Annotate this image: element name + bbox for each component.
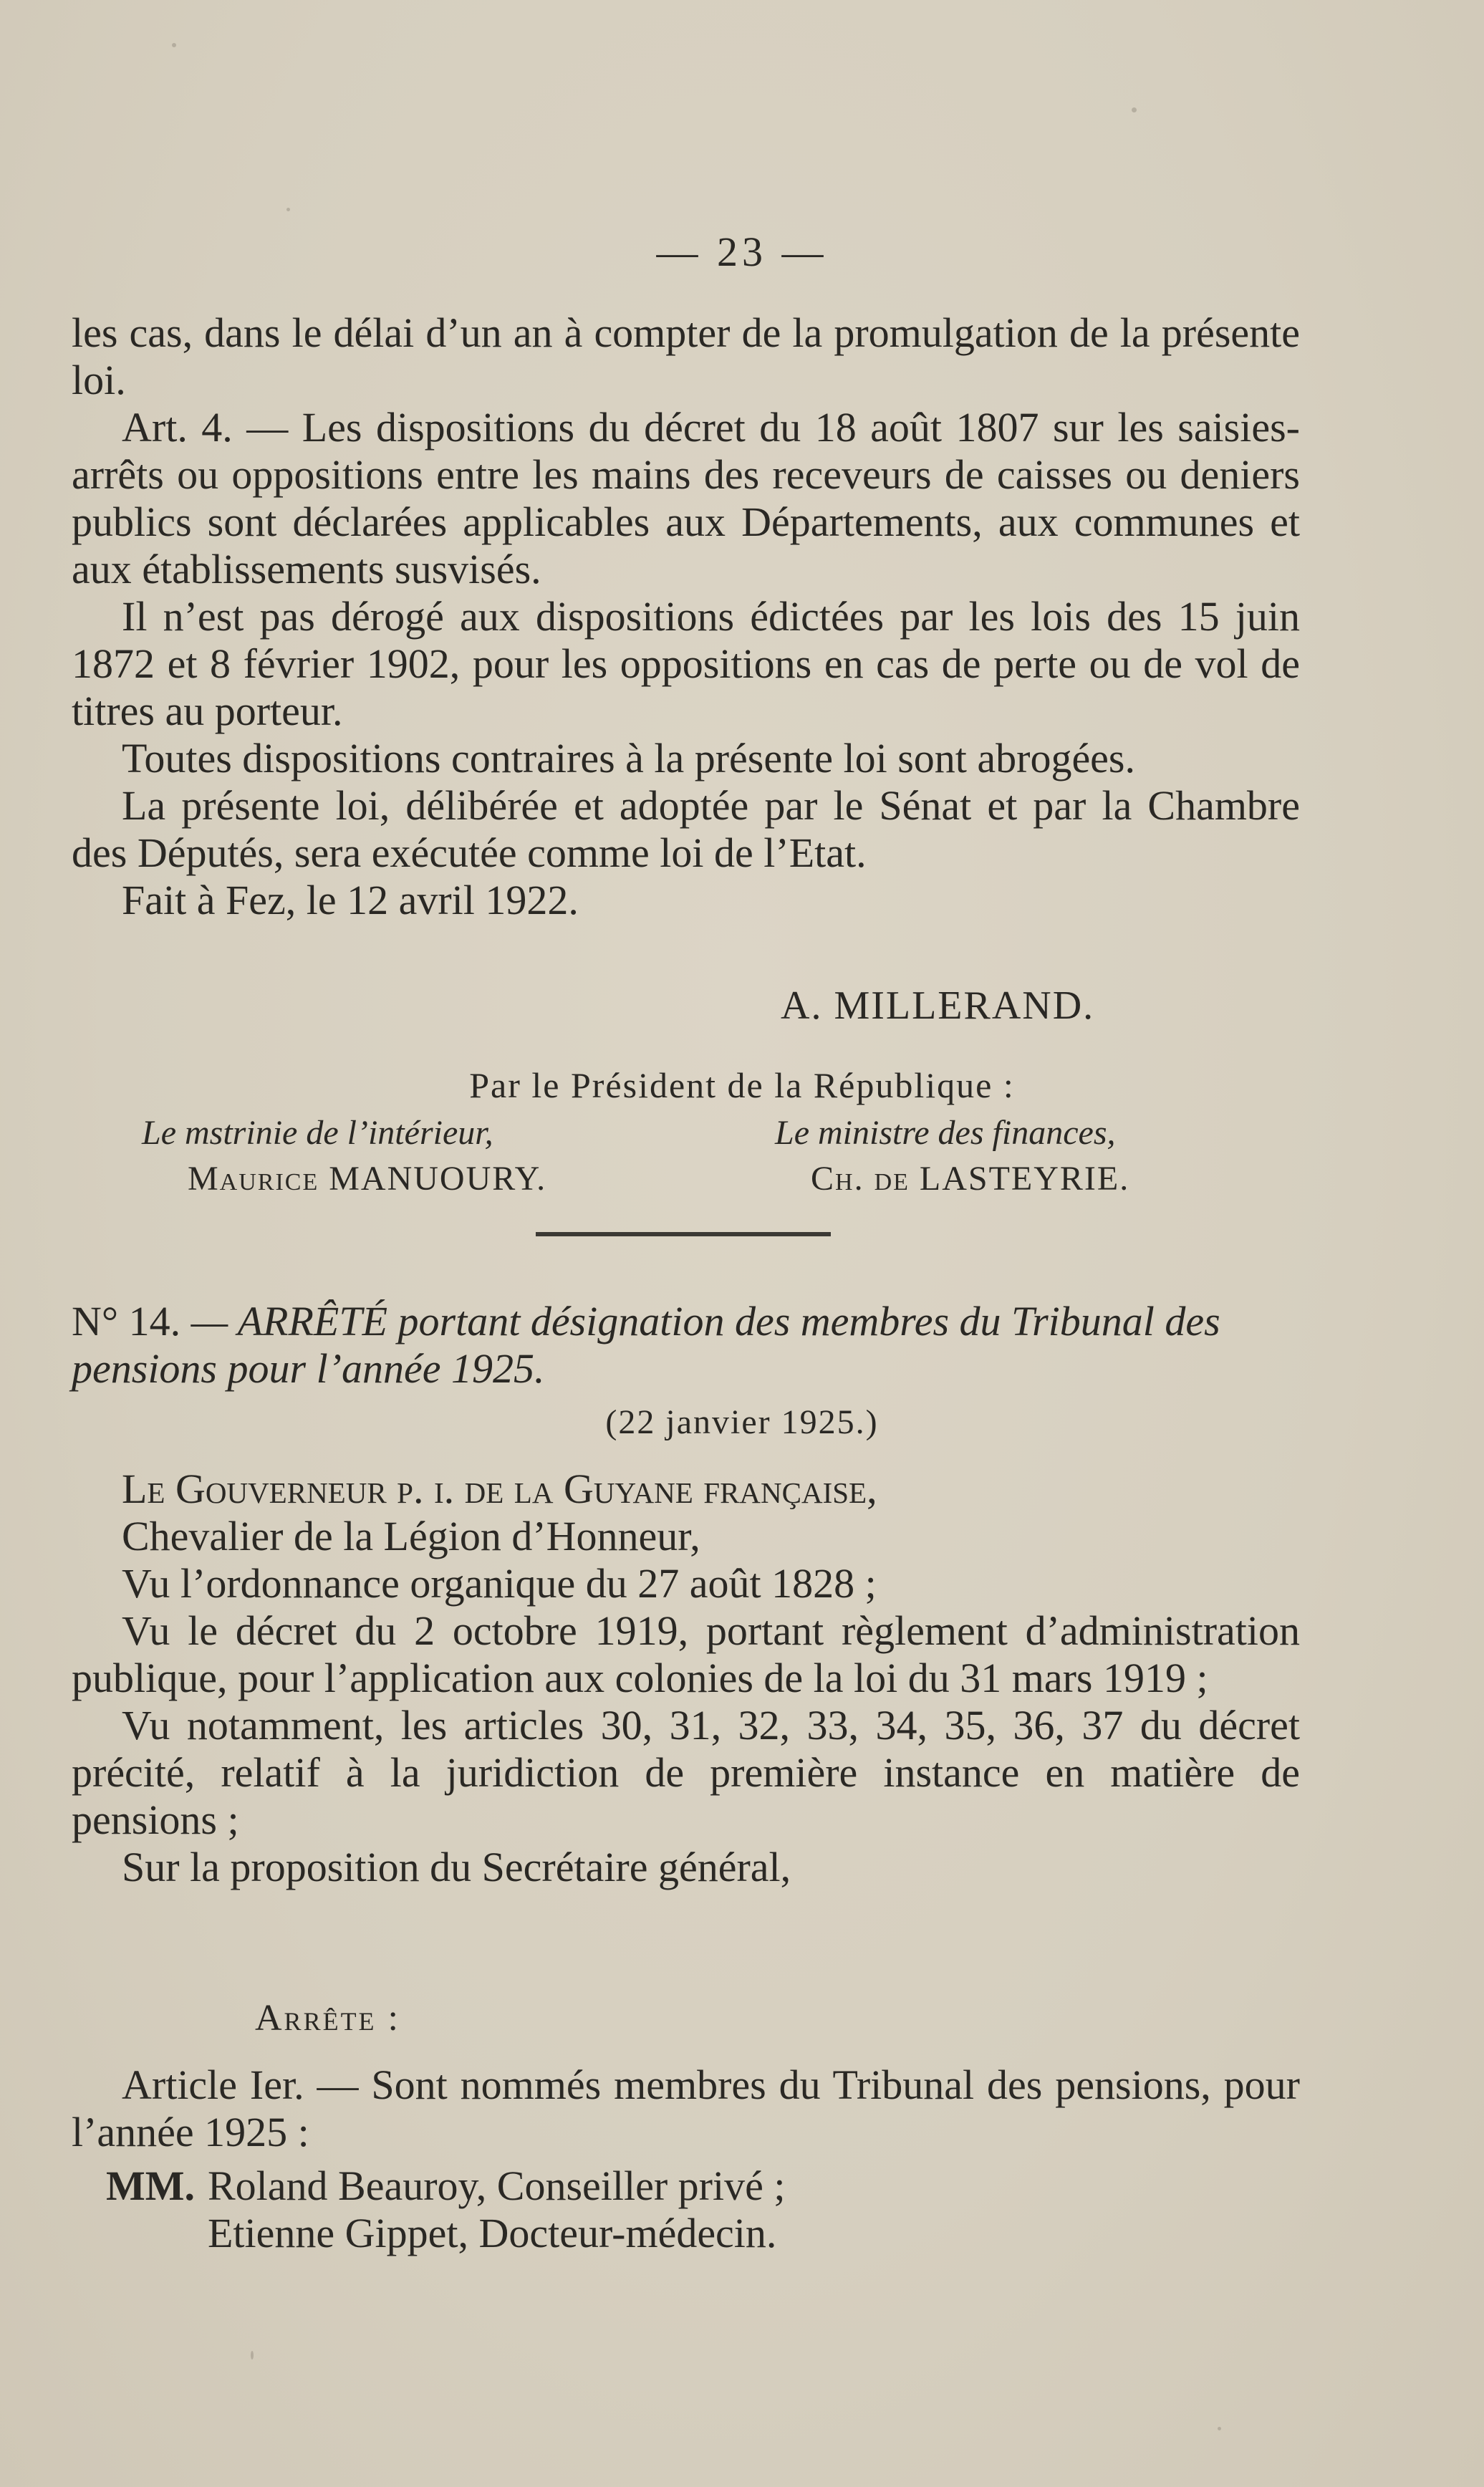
governor-line: Le Gouverneur p. i. de la Guyane française, (122, 1466, 877, 1512)
paragraph-execution: La présente loi, délibérée et adoptée par le Sénat et par la Chambre des Députés, sera exécutée comme loi de l’Etat. (72, 782, 1300, 876)
paragraph-date-place: Fait à Fez, le 12 avril 1922. (122, 877, 579, 923)
vu-articles: Vu notamment, les articles 30, 31, 32, 33, 34, 35, 36, 37 du décret précité, relatif à la juridiction de première instance en matière de pensions ; (72, 1702, 1300, 1843)
president-signature: A. MILLERAND. (781, 983, 1095, 1028)
paper-speck (1132, 107, 1137, 112)
paper-speck (251, 2351, 254, 2359)
members-prefix: MM. (106, 2163, 195, 2209)
par-le-president: Par le Président de la République : (469, 1065, 1015, 1105)
arrete-14-title (72, 1298, 1300, 1392)
section-divider (536, 1232, 831, 1236)
paragraph-abrogation: Toutes dispositions contraires à la présente loi sont abrogées. (122, 735, 1135, 781)
member-2: Etienne Gippet, Docteur-médecin. (208, 2210, 777, 2256)
minister-finance-title: Le ministre des finances, (775, 1114, 1116, 1152)
vu-ordonnance: Vu l’ordonnance organique du 27 août 1828 ; (122, 1560, 877, 1607)
arrete-number: N° 14. (72, 1298, 181, 1344)
minister-interior-name: Maurice MANUOURY. (188, 1160, 547, 1198)
paper-speck (1218, 2427, 1221, 2430)
arrete-word: Arrête : (255, 1998, 400, 2039)
article-1: Article Ier. — Sont nommés membres du Tribunal des pensions, pour l’année 1925 : (72, 2062, 1300, 2155)
law-text-block (72, 309, 1300, 924)
page-number: — 23 — (656, 229, 828, 275)
minister-finance-name: Ch. de LASTEYRIE. (811, 1160, 1130, 1198)
arrete-heading: — ARRÊTÉ portant désignation des membres du Tribunal des pensions pour l’année 1925. (72, 1298, 1220, 1392)
paragraph-derogation: Il n’est pas dérogé aux dispositions édictées par les lois des 15 juin 1872 et 8 février 1902, pour les oppositions en cas de perte ou de vol de titres au porteur. (72, 593, 1300, 734)
member-1: Roland Beauroy, Conseiller privé ; (208, 2163, 786, 2209)
article-1-block (72, 2062, 1300, 2156)
chevalier-line: Chevalier de la Légion d’Honneur, (122, 1513, 700, 1559)
minister-interior-title: Le mstrinie de l’intérieur, (142, 1114, 493, 1152)
vu-decret: Vu le décret du 2 octobre 1919, portant règlement d’administration publique, pour l’application aux colonies de la loi du 31 mars 1919 ; (72, 1607, 1300, 1701)
sur-proposition: Sur la proposition du Secrétaire général, (122, 1844, 791, 1890)
arrete-date: (22 janvier 1925.) (605, 1403, 879, 1441)
arrete-body (72, 1466, 1300, 1891)
paragraph-article-4: Art. 4. — Les dispositions du décret du 18 août 1807 sur les saisies-arrêts ou oppositions entre les mains des receveurs de caisses ou deniers publics sont déclarées applicables aux Départements, aux communes et aux établissements susvisés. (72, 404, 1300, 592)
paragraph-continuation: les cas, dans le délai d’un an à compter de la promulgation de la présente loi. (72, 309, 1300, 403)
paper-speck (172, 43, 176, 47)
paper-speck (286, 208, 290, 211)
